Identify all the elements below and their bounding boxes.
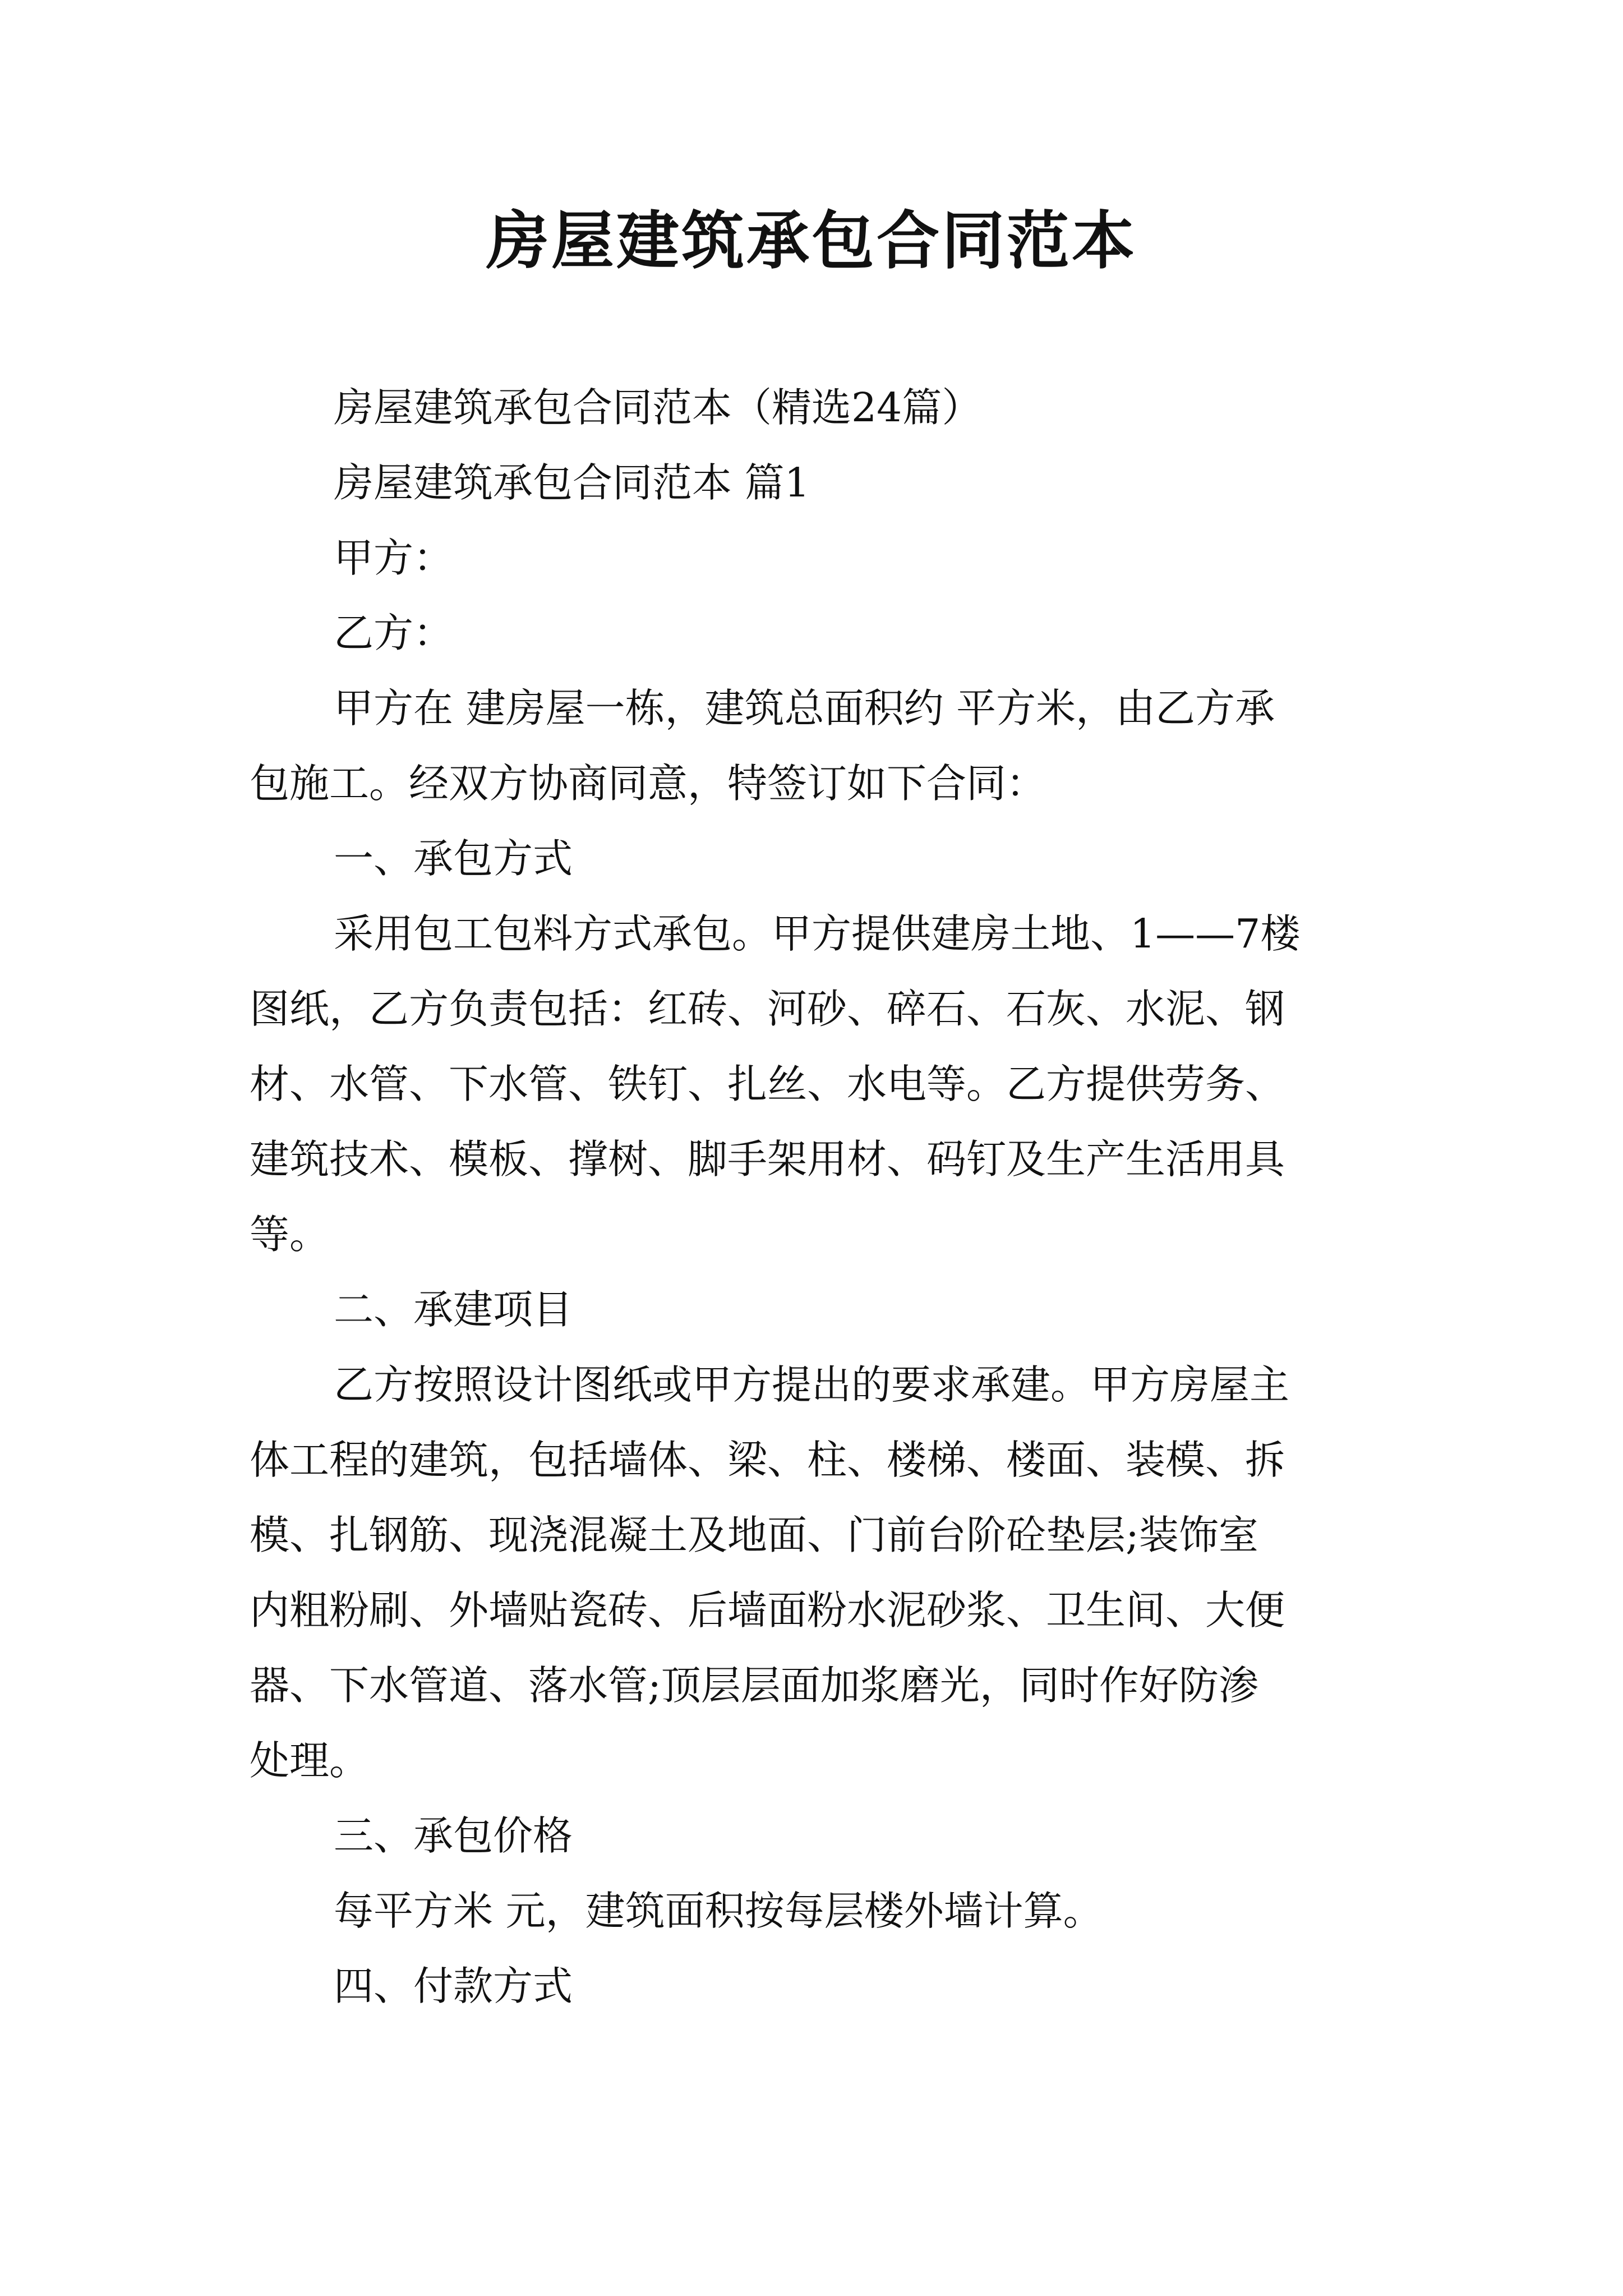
text-line: 模、扎钢筋、现浇混凝土及地面、门前台阶砼垫层;装饰室: [250, 1512, 1258, 1558]
text-line: 甲方在 建房屋一栋，建筑总面积约 平方米，由乙方承: [334, 685, 1275, 731]
text-line: 包施工。经双方协商同意，特签订如下合同：: [250, 760, 1046, 807]
text-line: 四、付款方式: [334, 1963, 573, 2009]
text-line: 二、承建项目: [334, 1286, 573, 1333]
text-line: 等。: [250, 1211, 330, 1258]
document-body: [250, 370, 1385, 2024]
text-line: 器、下水管道、落水管;顶层层面加浆磨光，同时作好防渗: [250, 1662, 1258, 1709]
text-line: 体工程的建筑，包括墙体、梁、柱、楼梯、楼面、装模、拆: [250, 1437, 1285, 1483]
text-line: 每平方米 元，建筑面积按每层楼外墙计算。: [334, 1888, 1103, 1934]
text-line: 房屋建筑承包合同范本 篇1: [334, 459, 810, 506]
page-title: 房屋建筑承包合同范本: [486, 204, 1137, 278]
text-line: 乙方：: [334, 610, 454, 656]
text-line: 建筑技术、模板、撑树、脚手架用材、码钉及生产生活用具: [250, 1136, 1285, 1182]
text-line: 材、水管、下水管、铁钉、扎丝、水电等。乙方提供劳务、: [250, 1061, 1285, 1107]
text-line: 内粗粉刷、外墙贴瓷砖、后墙面粉水泥砂浆、卫生间、大便: [250, 1587, 1285, 1634]
text-line: 一、承包方式: [334, 835, 573, 882]
text-line: 处理。: [250, 1737, 370, 1784]
text-line: 三、承包价格: [334, 1812, 573, 1859]
text-line: 甲方：: [334, 535, 454, 581]
text-line: 乙方按照设计图纸或甲方提出的要求承建。甲方房屋主: [334, 1361, 1290, 1408]
text-line: 房屋建筑承包合同范本（精选24篇）: [334, 384, 982, 431]
text-line: 图纸，乙方负责包括：红砖、河砂、碎石、石灰、水泥、钢: [250, 986, 1285, 1032]
text-line: 采用包工包料方式承包。甲方提供建房土地、1——7楼: [334, 910, 1301, 957]
